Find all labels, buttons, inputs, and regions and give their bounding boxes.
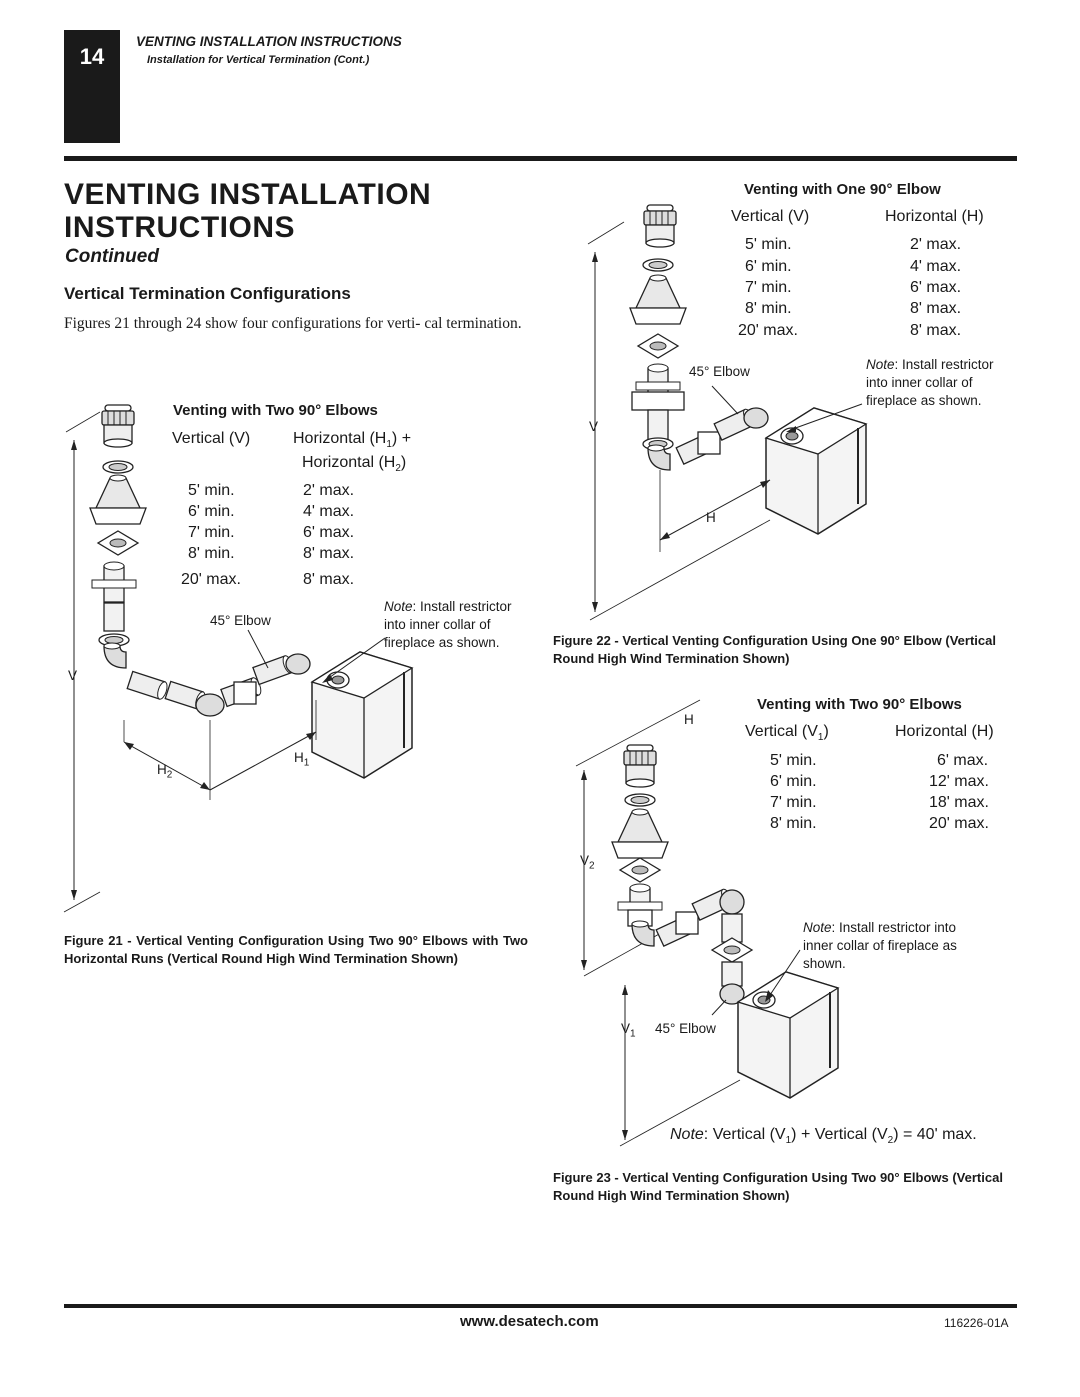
fig22-table-title: Venting with One 90° Elbow (744, 181, 941, 198)
fig23-caption: Figure 23 - Vertical Venting Configuration Using Two 90° Elbows (Vertical Round High Wind Termination Shown) (553, 1170, 1003, 1203)
fig21-row-v: 5' min. (188, 482, 235, 499)
fig21-label-v: V (68, 668, 78, 683)
fig23-label-v1: $V_1$ (621, 1021, 636, 1040)
fig21-row-h: 4' max. (303, 503, 355, 520)
fig23-elbow-label: 45° Elbow (655, 1021, 716, 1036)
fig22-row-v: 8' min. (745, 300, 792, 317)
fig22-label-h: H (706, 510, 716, 525)
fig21-col-vertical: Vertical (V) (172, 430, 251, 447)
intro-paragraph: Figures 21 through 24 show four configurations for verti- cal termination. (64, 315, 522, 332)
fig22-row-h: 8' max. (910, 300, 962, 317)
page-number: 14 (79, 44, 105, 69)
fig22-elbow-label: 45° Elbow (689, 364, 750, 379)
fig23-row-v: 5' min. (770, 752, 817, 769)
fig22-row-h: 2' max. (910, 236, 962, 253)
fig23-row-v: 7' min. (770, 794, 817, 811)
fig23-row-h: 6' max. (937, 752, 989, 769)
fig21-caption: Figure 21 - Vertical Venting Configuration Using Two 90° Elbows with Two Horizontal Runs (Vertical Round High Wind Termination Shown) (64, 933, 528, 966)
fig21-row-h: 8' max. (303, 545, 355, 562)
fig21-label-h1: $H_1$ (294, 750, 310, 769)
fig23-note: Note: Install restrictor into inner collar of fireplace as shown. (803, 920, 957, 971)
fig22-row-h: 4' max. (910, 258, 962, 275)
fig21-elbow-label: 45° Elbow (210, 613, 271, 628)
fig21-table-title: Venting with Two 90° Elbows (173, 402, 378, 419)
fig22-label-v: V (589, 419, 599, 434)
fig22-row-h: 8' max. (910, 322, 962, 339)
fig21-row-h: 6' max. (303, 524, 355, 541)
fig23-row-h: 20' max. (929, 815, 989, 832)
fig21-note: Note: Install restrictor into inner collar of fireplace as shown. (384, 599, 512, 650)
running-header-subsection: Installation for Vertical Termination (Cont.) (147, 54, 370, 66)
fig21-row-v: 6' min. (188, 503, 235, 520)
running-header-section: VENTING INSTALLATION INSTRUCTIONS (136, 34, 402, 49)
fig22-row-v: 5' min. (745, 236, 792, 253)
footer-url[interactable]: www.desatech.com (460, 1313, 599, 1330)
fig21-row-v: 8' min. (188, 545, 235, 562)
fig22-row-h: 6' max. (910, 279, 962, 296)
fig21-row-v: 7' min. (188, 524, 235, 541)
fig23-label-h: H (684, 712, 694, 727)
fig22-row-v: 6' min. (745, 258, 792, 275)
continued-label: Continued (65, 246, 159, 267)
fig21-row-h: 8' max. (303, 571, 355, 588)
fig23-table-title: Venting with Two 90° Elbows (757, 696, 962, 713)
fig22-row-v: 20' max. (738, 322, 798, 339)
fig23-label-v2: $V_2$ (580, 853, 595, 872)
fig21-col-horizontal-1: Horizontal $(H_1)$ + (293, 430, 412, 451)
fig23-row-h: 12' max. (929, 773, 989, 790)
fig23-row-h: 18' max. (929, 794, 989, 811)
fig23-row-v: 8' min. (770, 815, 817, 832)
fig22-col-horizontal: Horizontal (H) (885, 208, 984, 225)
footer-document-code: 116226-01A (944, 1316, 1009, 1330)
fig23-bottom-note: Note: Vertical $(V_1)$ + Vertical $(V_2) = 40'$ max. (670, 1126, 977, 1147)
fig21-row-v: 20' max. (181, 571, 241, 588)
fig22-diagram (588, 205, 866, 620)
fig21-diagram (64, 405, 412, 912)
fig22-note: Note: Install restrictor into inner collar of fireplace as shown. (866, 357, 994, 408)
fig23-col-horizontal: Horizontal (H) (895, 723, 994, 740)
page-title: VENTING INSTALLATION INSTRUCTIONS (64, 178, 432, 244)
section-heading: Vertical Termination Configurations (64, 284, 351, 303)
fig22-caption: Figure 22 - Vertical Venting Configuration Using One 90° Elbow (Vertical Round High Wind Termination Shown) (553, 633, 996, 666)
fig23-col-vertical: Vertical $(V_1)$ (745, 723, 829, 744)
fig21-label-h2: $H_2$ (157, 762, 173, 781)
fig21-row-h: 2' max. (303, 482, 355, 499)
fig22-col-vertical: Vertical (V) (731, 208, 810, 225)
fig23-row-v: 6' min. (770, 773, 817, 790)
fig23-diagram (576, 700, 838, 1146)
fig22-row-v: 7' min. (745, 279, 792, 296)
footer-rule (64, 1304, 1017, 1308)
fig21-col-horizontal-2: Horizontal $(H_2)$ (302, 454, 407, 475)
